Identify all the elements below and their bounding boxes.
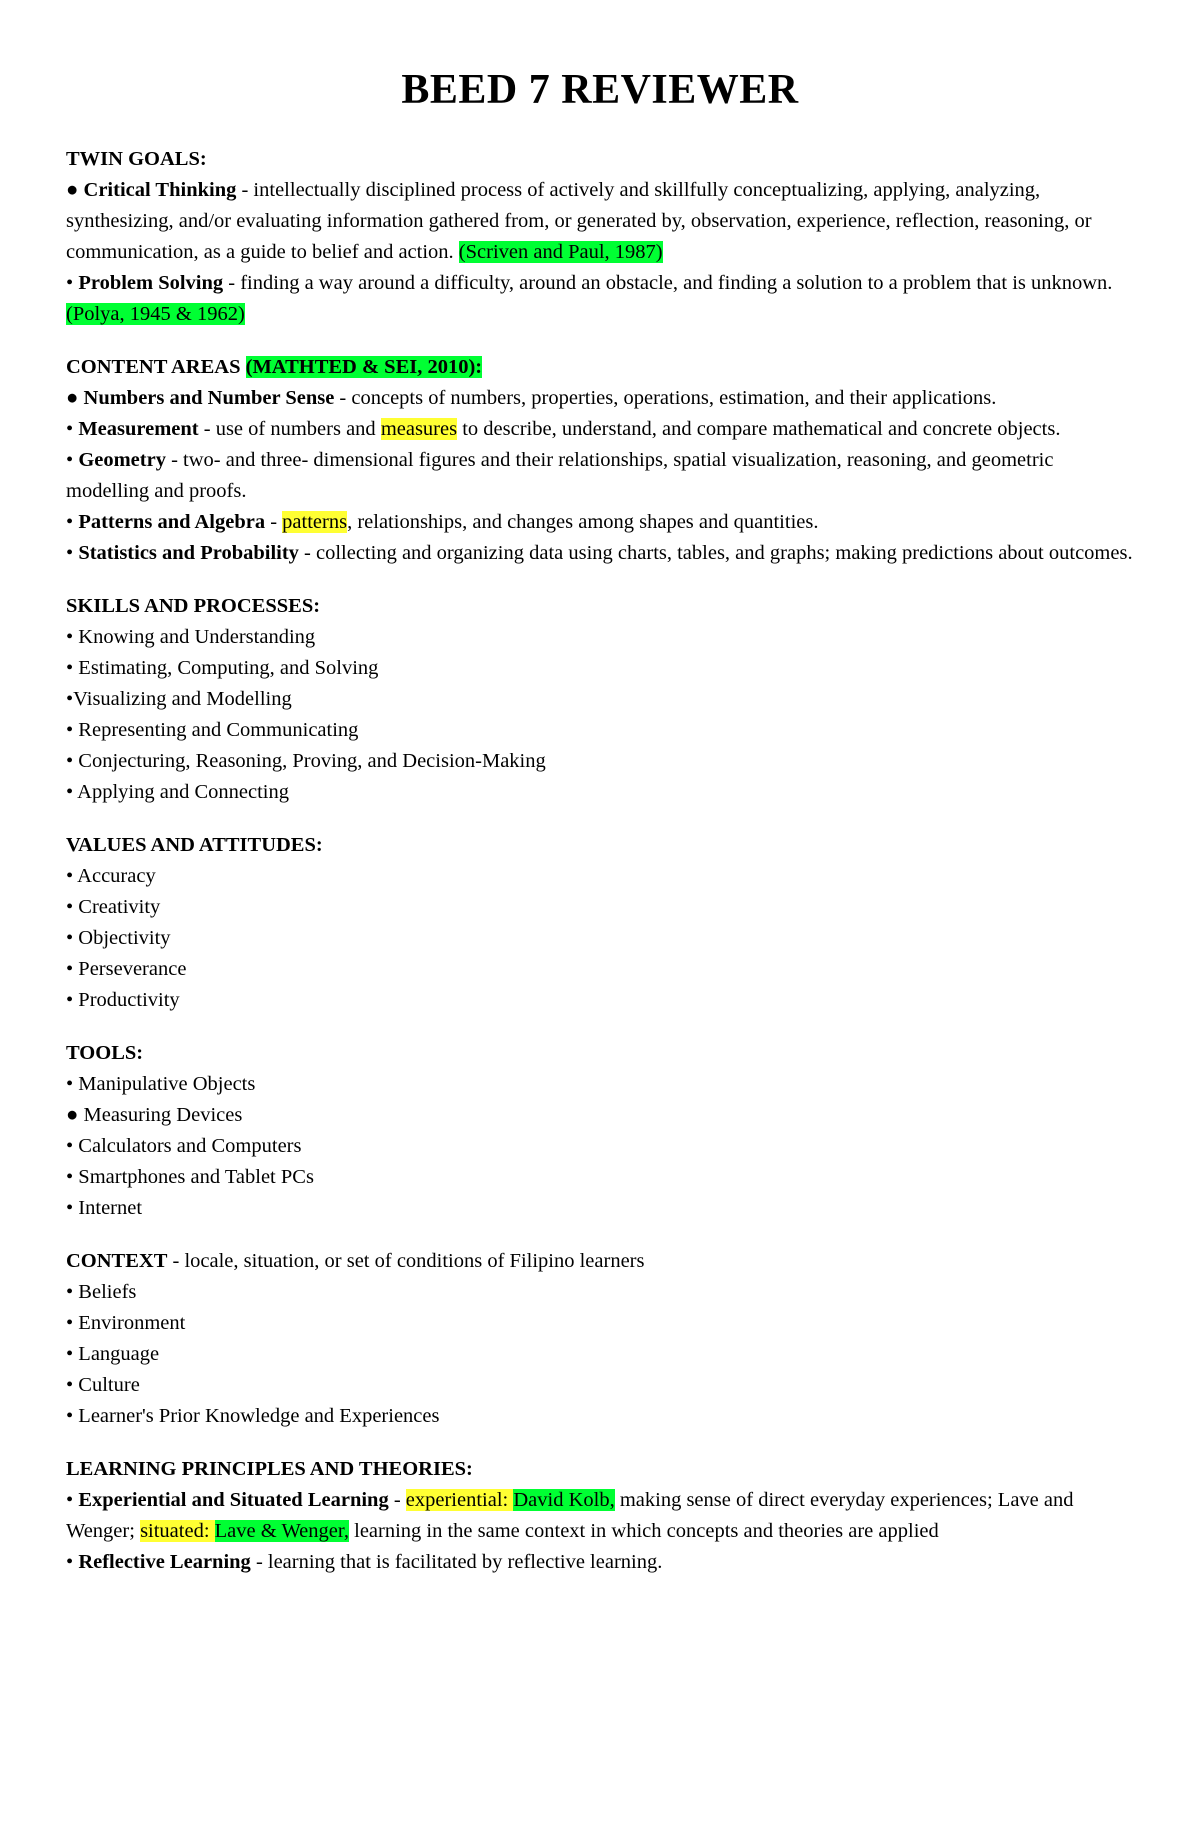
definition-post: , relationships, and changes among shapes and quantities. xyxy=(347,511,819,533)
list-item-critical-thinking xyxy=(66,175,1134,268)
highlighted-author: Lave & Wenger, xyxy=(214,1520,349,1542)
section-heading xyxy=(66,352,1134,383)
bullet: ● xyxy=(66,179,84,201)
heading-text: CONTEXT xyxy=(66,1250,168,1272)
bullet: • xyxy=(66,511,79,533)
definition: - intellectually disciplined process of actively and skillfully conceptualizing, applying, analyzing, synthesizing, and/or evaluating information gathered from, or generated by, observation, experience, reflection, reasoning, or communication, as a guide to belief and action. xyxy=(66,179,1092,263)
list-item: • Manipulative Objects xyxy=(66,1073,256,1095)
list-item: • Smartphones and Tablet PCs xyxy=(66,1166,314,1188)
list-item-reflective xyxy=(66,1547,1134,1578)
heading-description: - locale, situation, or set of conditions of Filipino learners xyxy=(167,1250,645,1272)
section-heading: TWIN GOALS: xyxy=(66,148,207,170)
bullet: ● xyxy=(66,387,84,409)
highlighted-word: patterns xyxy=(282,511,348,533)
term: Geometry xyxy=(78,449,166,471)
list-item: • Language xyxy=(66,1343,160,1365)
list-item: • Calculators and Computers xyxy=(66,1135,302,1157)
list-item-measurement xyxy=(66,414,1134,445)
heading-text: CONTENT AREAS xyxy=(66,356,246,378)
highlighted-author: David Kolb, xyxy=(513,1489,615,1511)
bullet: • xyxy=(66,449,79,471)
list-item: • Creativity xyxy=(66,896,161,918)
list-item: • Learner's Prior Knowledge and Experiences xyxy=(66,1405,440,1427)
section-heading xyxy=(66,1246,1134,1277)
term: Patterns and Algebra xyxy=(78,511,266,533)
heading-citation: (MATHTED & SEI, 2010): xyxy=(245,356,483,378)
definition: learning in the same context in which concepts and theories are applied xyxy=(349,1520,939,1542)
section-heading: VALUES AND ATTITUDES: xyxy=(66,834,323,856)
section-twin-goals xyxy=(66,144,1134,330)
list-item-patterns xyxy=(66,507,1134,538)
definition: making sense of direct everyday experiences; Lave and Wenger; xyxy=(66,1489,1074,1542)
list-item: • Environment xyxy=(66,1312,186,1334)
list-item: • Applying and Connecting xyxy=(66,781,289,803)
list-item: • Beliefs xyxy=(66,1281,137,1303)
list-item-geometry xyxy=(66,445,1134,507)
definition: - collecting and organizing data using charts, tables, and graphs; making predictions about outcomes. xyxy=(298,542,1133,564)
bullet: • xyxy=(66,542,79,564)
citation: (Polya, 1945 & 1962) xyxy=(66,303,245,325)
list-item: • Objectivity xyxy=(66,927,171,949)
highlighted-label: experiential: xyxy=(405,1489,514,1511)
definition-pre: - xyxy=(265,511,283,533)
bullet: • xyxy=(66,1551,79,1573)
highlighted-word: measures xyxy=(380,418,458,440)
list-item: • Culture xyxy=(66,1374,140,1396)
page-title: BEED 7 REVIEWER xyxy=(401,67,799,113)
section-context xyxy=(66,1246,1134,1432)
list-item-problem-solving xyxy=(66,268,1134,330)
list-item: • Representing and Communicating xyxy=(66,719,359,741)
highlighted-label: situated: xyxy=(140,1520,215,1542)
bullet: • xyxy=(66,272,79,294)
citation: (Scriven and Paul, 1987) xyxy=(458,241,663,263)
separator: - xyxy=(388,1489,406,1511)
list-item: • Knowing and Understanding xyxy=(66,626,316,648)
list-item: •Visualizing and Modelling xyxy=(66,688,292,710)
list-item-numbers xyxy=(66,383,1134,414)
section-heading: TOOLS: xyxy=(66,1042,144,1064)
definition: - two- and three- dimensional figures and their relationships, spatial visualization, reasoning, and geometric modelling and proofs. xyxy=(66,449,1054,502)
section-skills xyxy=(66,591,1134,808)
bullet: • xyxy=(66,1489,79,1511)
term: Critical Thinking xyxy=(83,179,237,201)
list-item: • Productivity xyxy=(66,989,180,1011)
list-item: • Accuracy xyxy=(66,865,156,887)
term: Problem Solving xyxy=(78,272,224,294)
definition-post: to describe, understand, and compare mathematical and concrete objects. xyxy=(457,418,1061,440)
term: Numbers and Number Sense xyxy=(83,387,335,409)
term: Statistics and Probability xyxy=(78,542,299,564)
list-item-statistics xyxy=(66,538,1134,569)
list-item-experiential xyxy=(66,1485,1134,1547)
section-tools xyxy=(66,1038,1134,1224)
section-content-areas xyxy=(66,352,1134,569)
definition: - learning that is facilitated by reflective learning. xyxy=(250,1551,663,1573)
list-item: • Perseverance xyxy=(66,958,187,980)
list-item: • Internet xyxy=(66,1197,143,1219)
term: Experiential and Situated Learning xyxy=(78,1489,389,1511)
definition-pre: - use of numbers and xyxy=(198,418,381,440)
list-item: ● Measuring Devices xyxy=(66,1104,243,1126)
section-learning xyxy=(66,1454,1134,1578)
definition: - finding a way around a difficulty, around an obstacle, and finding a solution to a problem that is unknown. xyxy=(223,272,1113,294)
section-heading: LEARNING PRINCIPLES AND THEORIES: xyxy=(66,1458,473,1480)
list-item: • Conjecturing, Reasoning, Proving, and Decision-Making xyxy=(66,750,546,772)
list-item: • Estimating, Computing, and Solving xyxy=(66,657,379,679)
section-heading: SKILLS AND PROCESSES: xyxy=(66,595,321,617)
term: Measurement xyxy=(78,418,199,440)
bullet: • xyxy=(66,418,79,440)
term: Reflective Learning xyxy=(78,1551,251,1573)
definition: - concepts of numbers, properties, operations, estimation, and their applications. xyxy=(334,387,997,409)
section-values xyxy=(66,830,1134,1016)
